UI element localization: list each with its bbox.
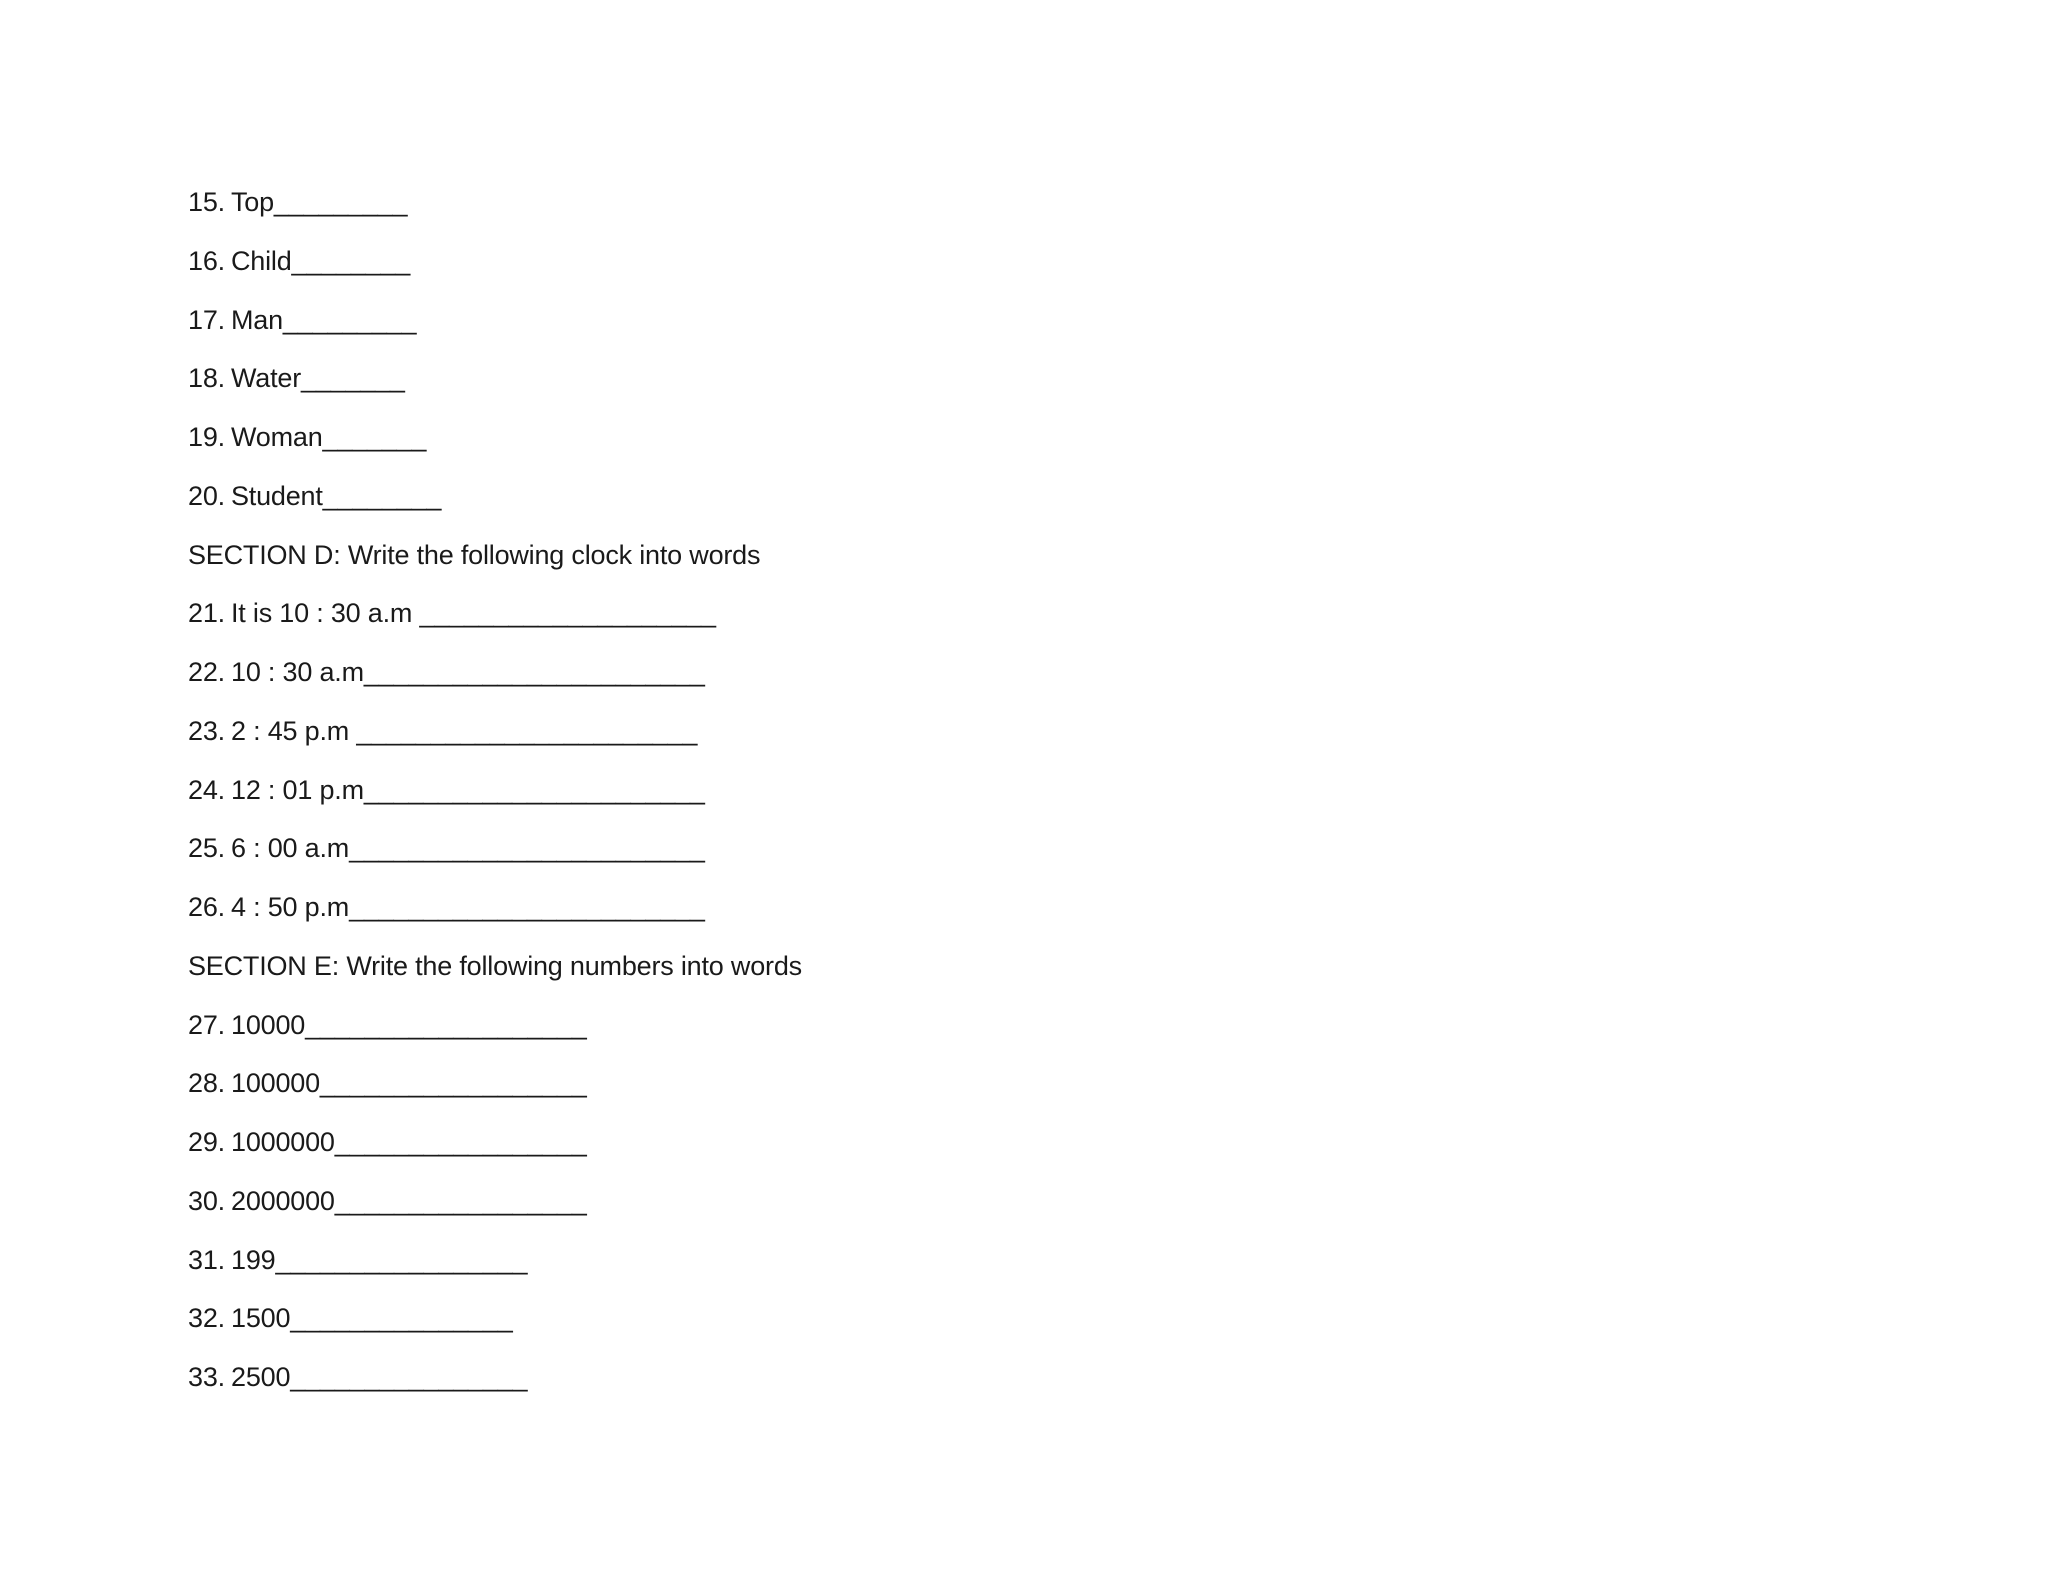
worksheet-item-33 — [188, 1358, 1888, 1417]
worksheet-item-21 — [188, 594, 1888, 653]
worksheet-item-25 — [188, 829, 1888, 888]
item-number: 33. — [188, 1362, 225, 1392]
worksheet-item-29 — [188, 1123, 1888, 1182]
item-number: 16. — [188, 245, 225, 276]
item-text: Water_______ — [231, 363, 405, 394]
item-text: Woman_______ — [231, 422, 427, 452]
item-number: 23. — [188, 715, 225, 746]
worksheet-item-17 — [188, 301, 1888, 360]
item-text: 10000___________________ — [231, 1009, 587, 1040]
item-text: 6 : 00 a.m________________________ — [231, 833, 705, 864]
item-number: 20. — [188, 480, 225, 511]
item-number: 32. — [188, 1303, 225, 1334]
item-text: 4 : 50 p.m________________________ — [231, 892, 705, 922]
item-number: 25. — [188, 833, 225, 864]
item-text: 12 : 01 p.m_______________________ — [231, 774, 705, 805]
item-number: 24. — [188, 774, 225, 805]
worksheet-item-32 — [188, 1299, 1888, 1358]
item-text: It is 10 : 30 a.m ____________________ — [231, 598, 716, 629]
item-text: Student________ — [231, 480, 442, 511]
item-text: 1000000_________________ — [231, 1127, 587, 1157]
item-text: 2 : 45 p.m _______________________ — [231, 715, 698, 746]
item-number: 30. — [188, 1185, 225, 1216]
item-number: 22. — [188, 657, 225, 687]
item-text: 2000000_________________ — [231, 1185, 587, 1216]
worksheet-item-23 — [188, 712, 1888, 771]
worksheet-item-30 — [188, 1182, 1888, 1241]
item-number: 17. — [188, 304, 225, 335]
item-text: 10 : 30 a.m_______________________ — [231, 657, 705, 687]
item-number: 18. — [188, 363, 225, 394]
worksheet-item-24 — [188, 771, 1888, 830]
item-number: 21. — [188, 598, 225, 629]
item-text: Child________ — [231, 245, 411, 276]
item-number: 27. — [188, 1009, 225, 1040]
worksheet-item-31 — [188, 1241, 1888, 1300]
worksheet-body — [188, 183, 1888, 1417]
worksheet-item-28 — [188, 1064, 1888, 1123]
section-e-heading: SECTION E: Write the following numbers into words — [188, 950, 802, 981]
item-text: 2500________________ — [231, 1362, 528, 1392]
item-number: 31. — [188, 1244, 225, 1275]
item-number: 26. — [188, 892, 225, 922]
worksheet-item-20 — [188, 477, 1888, 536]
item-number: 19. — [188, 422, 225, 452]
item-number: 28. — [188, 1068, 225, 1099]
item-text: Man_________ — [231, 304, 417, 335]
item-number: 29. — [188, 1127, 225, 1157]
worksheet-item-15 — [188, 183, 1888, 242]
item-number: 15. — [188, 187, 225, 217]
item-text: 199_________________ — [231, 1244, 528, 1275]
worksheet-item-22 — [188, 653, 1888, 712]
worksheet-item-16 — [188, 242, 1888, 301]
worksheet-item-27 — [188, 1006, 1888, 1065]
item-text: 1500_______________ — [231, 1303, 513, 1334]
item-text: Top_________ — [231, 187, 408, 217]
worksheet-item-18 — [188, 359, 1888, 418]
worksheet-item-26 — [188, 888, 1888, 947]
item-text: 100000__________________ — [231, 1068, 587, 1099]
section-d-heading: SECTION D: Write the following clock into words — [188, 539, 761, 570]
worksheet-item-19 — [188, 418, 1888, 477]
